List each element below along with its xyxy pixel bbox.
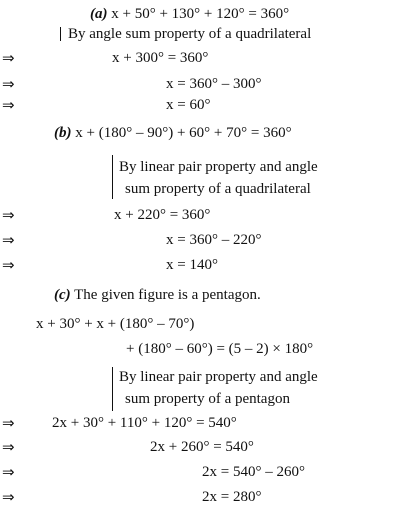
part-a-note: By angle sum property of a quadrilateral (68, 26, 312, 42)
part-c-eq-line-1: x + 30° + x + (180° – 70°) (36, 316, 195, 332)
note-bar (60, 27, 61, 41)
part-a-step-1: x + 300° = 360° (112, 50, 209, 66)
note-bar (112, 367, 113, 411)
implies-icon: ⇒ (2, 488, 15, 506)
part-b-eq1: x + (180° – 90°) + 60° + 70° = 360° (75, 125, 292, 141)
part-b-step-3: x = 140° (166, 257, 218, 273)
implies-icon: ⇒ (2, 256, 15, 274)
part-a-eq1: x + 50° + 130° + 120° = 360° (111, 6, 290, 22)
part-b-equation (54, 124, 292, 142)
part-a-label: (a) (90, 6, 108, 22)
part-c-note-line-1: By linear pair property and angle (119, 369, 318, 385)
part-b-step-2: x = 360° – 220° (166, 232, 262, 248)
implies-icon: ⇒ (2, 463, 15, 481)
implies-icon: ⇒ (2, 49, 15, 67)
part-b-note-line-1: By linear pair property and angle (119, 159, 318, 175)
implies-icon: ⇒ (2, 414, 15, 432)
part-c-note-line-2: sum property of a pentagon (125, 391, 290, 407)
note-bar (112, 155, 113, 199)
part-c-intro-line (54, 286, 261, 304)
part-b-label: (b) (54, 125, 72, 141)
part-c-label: (c) (54, 287, 71, 303)
part-c-eq-line-2: + (180° – 60°) = (5 – 2) × 180° (126, 341, 314, 357)
part-c-intro: The given figure is a pentagon. (74, 287, 261, 303)
part-b-note-line-2: sum property of a quadrilateral (125, 181, 311, 197)
part-b-step-1: x + 220° = 360° (114, 207, 211, 223)
part-c-step-3: 2x = 540° – 260° (202, 464, 305, 480)
implies-icon: ⇒ (2, 75, 15, 93)
implies-icon: ⇒ (2, 96, 15, 114)
part-c-step-1: 2x + 30° + 110° + 120° = 540° (52, 415, 237, 431)
part-a-equation (90, 5, 289, 23)
part-c-step-4: 2x = 280° (202, 489, 262, 505)
implies-icon: ⇒ (2, 438, 15, 456)
implies-icon: ⇒ (2, 231, 15, 249)
part-a-step-3: x = 60° (166, 97, 211, 113)
part-a-step-2: x = 360° – 300° (166, 76, 262, 92)
implies-icon: ⇒ (2, 206, 15, 224)
part-c-step-2: 2x + 260° = 540° (150, 439, 254, 455)
